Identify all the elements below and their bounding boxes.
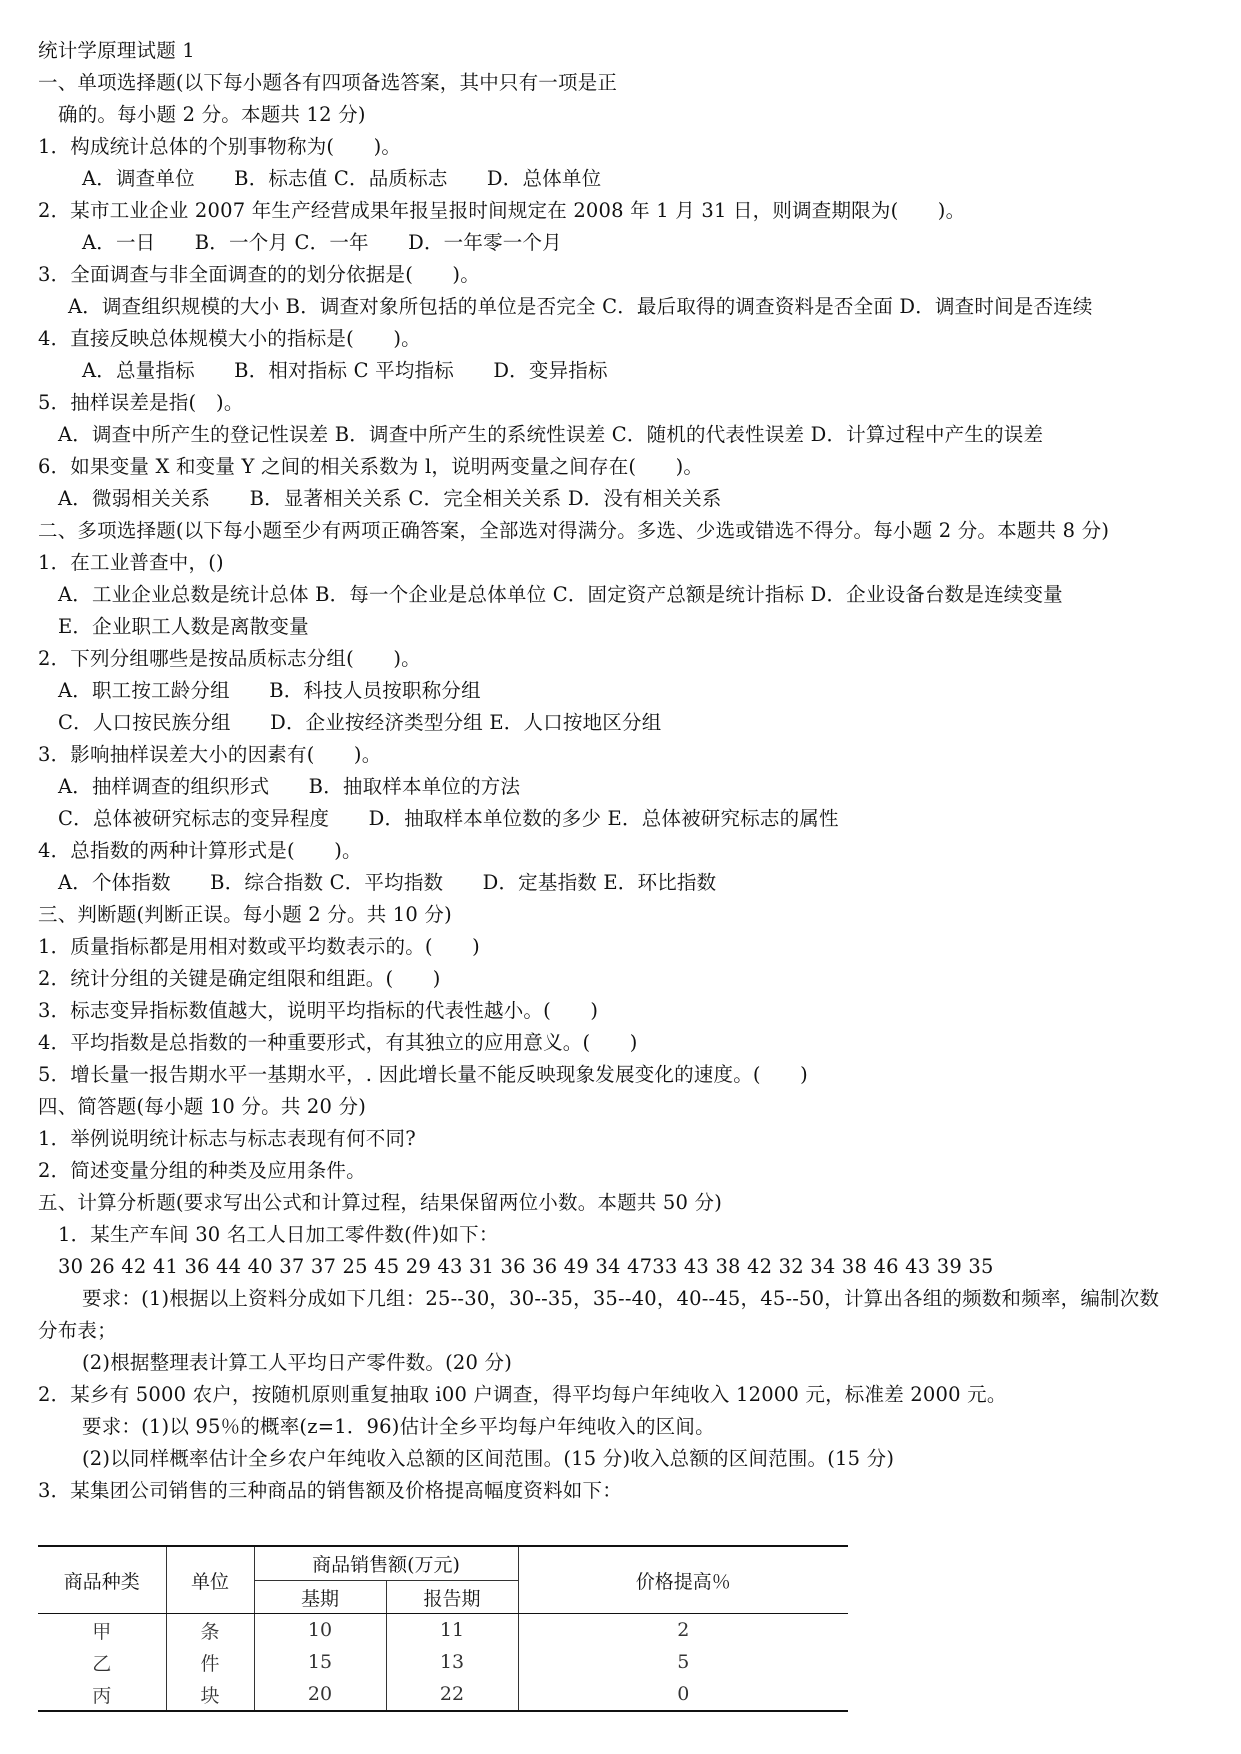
cell-report: 13 [386, 1646, 518, 1678]
header-price: 价格提高％ [518, 1546, 848, 1614]
text-line: 3．某集团公司销售的三种商品的销售额及价格提高幅度资料如下： [38, 1479, 622, 1502]
text-line: 3．全面调查与非全面调查的的划分依据是( )。 [38, 263, 480, 286]
cell-base: 20 [254, 1678, 386, 1711]
text-line: (2)根据整理表计算工人平均日产零件数。(20 分) [82, 1351, 513, 1374]
cell-type: 甲 [92, 1620, 112, 1643]
text-line: 一、单项选择题(以下每小题各有四项备选答案，其中只有一项是正 [38, 71, 618, 94]
text-line: C．总体被研究标志的变异程度 D．抽取样本单位数的多少 E．总体被研究标志的属性 [58, 807, 839, 830]
header-unit: 单位 [166, 1546, 254, 1614]
text-line: A．调查组织规模的大小 B．调查对象所包括的单位是否完全 C．最后取得的调查资料是否全面 D．调查时间是否连续 [68, 295, 1093, 318]
text-line: C．人口按民族分组 D．企业按经济类型分组 E．人口按地区分组 [58, 711, 662, 734]
text-line: A．抽样调查的组织形式 B．抽取样本单位的方法 [58, 775, 521, 798]
text-line: 1．质量指标都是用相对数或平均数表示的。( ) [38, 935, 480, 958]
cell-report: 11 [386, 1614, 518, 1647]
cell-type: 乙 [92, 1652, 112, 1675]
header-report: 报告期 [386, 1581, 518, 1614]
cell-unit: 件 [166, 1646, 254, 1678]
text-line: 要求：(1)根据以上资料分成如下几组：25--30，30--35，35--40，40--45，45--50，计算出各组的频数和频率，编制次数 [82, 1287, 1160, 1310]
cell-price: 2 [518, 1614, 848, 1647]
text-line: 2．统计分组的关键是确定组限和组距。( ) [38, 967, 441, 990]
cell-price: 0 [518, 1678, 848, 1711]
text-line: 30 26 42 41 36 44 40 37 37 25 45 29 43 31 36 36 49 34 4733 43 38 42 32 34 38 46 43 39 35 [58, 1255, 994, 1278]
text-line: 统计学原理试题 1 [38, 39, 195, 62]
text-line: 5．抽样误差是指( )。 [38, 391, 244, 414]
text-line: 2．某市工业企业 2007 年生产经营成果年报呈报时间规定在 2008 年 1 月 31 日，则调查期限为( )。 [38, 199, 966, 222]
text-line: A．调查中所产生的登记性误差 B．调查中所产生的系统性误差 C．随机的代表性误差 D．计算过程中产生的误差 [58, 423, 1044, 446]
table-row [38, 1678, 848, 1711]
header-sales: 商品销售额(万元) [254, 1546, 518, 1581]
text-line: 三、判断题(判断正误。每小题 2 分。共 10 分) [38, 903, 452, 926]
text-line: A．一日 B．一个月 C．一年 D．一年零一个月 [82, 231, 562, 254]
text-line: 3．影响抽样误差大小的因素有( )。 [38, 743, 382, 766]
text-line: 1．在工业普查中，() [38, 551, 224, 574]
text-line: A．调查单位 B．标志值 C．品质标志 D．总体单位 [82, 167, 602, 190]
text-line: 2．简述变量分组的种类及应用条件。 [38, 1159, 366, 1182]
text-line: (2)以同样概率估计全乡农户年纯收入总额的区间范围。(15 分)收入总额的区间范围。(15 分) [82, 1447, 895, 1470]
sales-table [38, 1545, 848, 1712]
text-line: 要求：(1)以 95％的概率(z=1．96)估计全乡平均每户年纯收入的区间。 [82, 1415, 715, 1438]
cell-unit: 块 [166, 1678, 254, 1711]
table-row [38, 1646, 848, 1678]
text-line: 2．下列分组哪些是按品质标志分组( )。 [38, 647, 421, 670]
cell-report: 22 [386, 1678, 518, 1711]
table-row [38, 1614, 848, 1647]
text-line: 二、多项选择题(以下每小题至少有两项正确答案，全部选对得满分。多选、少选或错选不得分。每小题 2 分。本题共 8 分) [38, 519, 1110, 542]
text-line: 1．举例说明统计标志与标志表现有何不同? [38, 1127, 416, 1150]
cell-type: 丙 [38, 1678, 166, 1711]
text-line: A．总量指标 B．相对指标 C 平均指标 D．变异指标 [82, 359, 608, 382]
header-base: 基期 [254, 1581, 386, 1614]
text-line: 2．某乡有 5000 农户，按随机原则重复抽取 i00 户调查，得平均每户年纯收入 12000 元，标准差 2000 元。 [38, 1383, 1007, 1406]
text-line: A．微弱相关关系 B．显著相关关系 C．完全相关关系 D．没有相关关系 [58, 487, 722, 510]
text-line: 确的。每小题 2 分。本题共 12 分) [58, 103, 366, 126]
text-line: E．企业职工人数是离散变量 [58, 615, 309, 638]
text-line: 分布表； [38, 1319, 117, 1342]
text-line: A．职工按工龄分组 B．科技人员按职称分组 [58, 679, 481, 702]
text-line: 五、计算分析题(要求写出公式和计算过程，结果保留两位小数。本题共 50 分) [38, 1191, 723, 1214]
cell-price: 5 [518, 1646, 848, 1678]
cell-base: 15 [254, 1646, 386, 1678]
text-line: 1．某生产车间 30 名工人日加工零件数(件)如下： [58, 1223, 499, 1246]
text-line: A．个体指数 B．综合指数 C．平均指数 D．定基指数 E．环比指数 [58, 871, 717, 894]
text-line: 4．总指数的两种计算形式是( )。 [38, 839, 362, 862]
text-line: 5．增长量一报告期水平一基期水平，. 因此增长量不能反映现象发展变化的速度。( ) [38, 1063, 808, 1086]
text-line: 四、简答题(每小题 10 分。共 20 分) [38, 1095, 367, 1118]
cell-base: 10 [254, 1614, 386, 1647]
text-line: 4．直接反映总体规模大小的指标是( )。 [38, 327, 421, 350]
text-line: 4．平均指数是总指数的一种重要形式，有其独立的应用意义。( ) [38, 1031, 638, 1054]
text-line: 3．标志变异指标数值越大，说明平均指标的代表性越小。( ) [38, 999, 599, 1022]
text-line: A．工业企业总数是统计总体 B．每一个企业是总体单位 C．固定资产总额是统计指标 D．企业设备台数是连续变量 [58, 583, 1063, 606]
header-type: 商品种类 [38, 1546, 166, 1614]
text-line: 6．如果变量 X 和变量 Y 之间的相关系数为 l，说明两变量之间存在( )。 [38, 455, 704, 478]
cell-unit: 条 [166, 1614, 254, 1647]
text-line: 1．构成统计总体的个别事物称为( )。 [38, 135, 402, 158]
